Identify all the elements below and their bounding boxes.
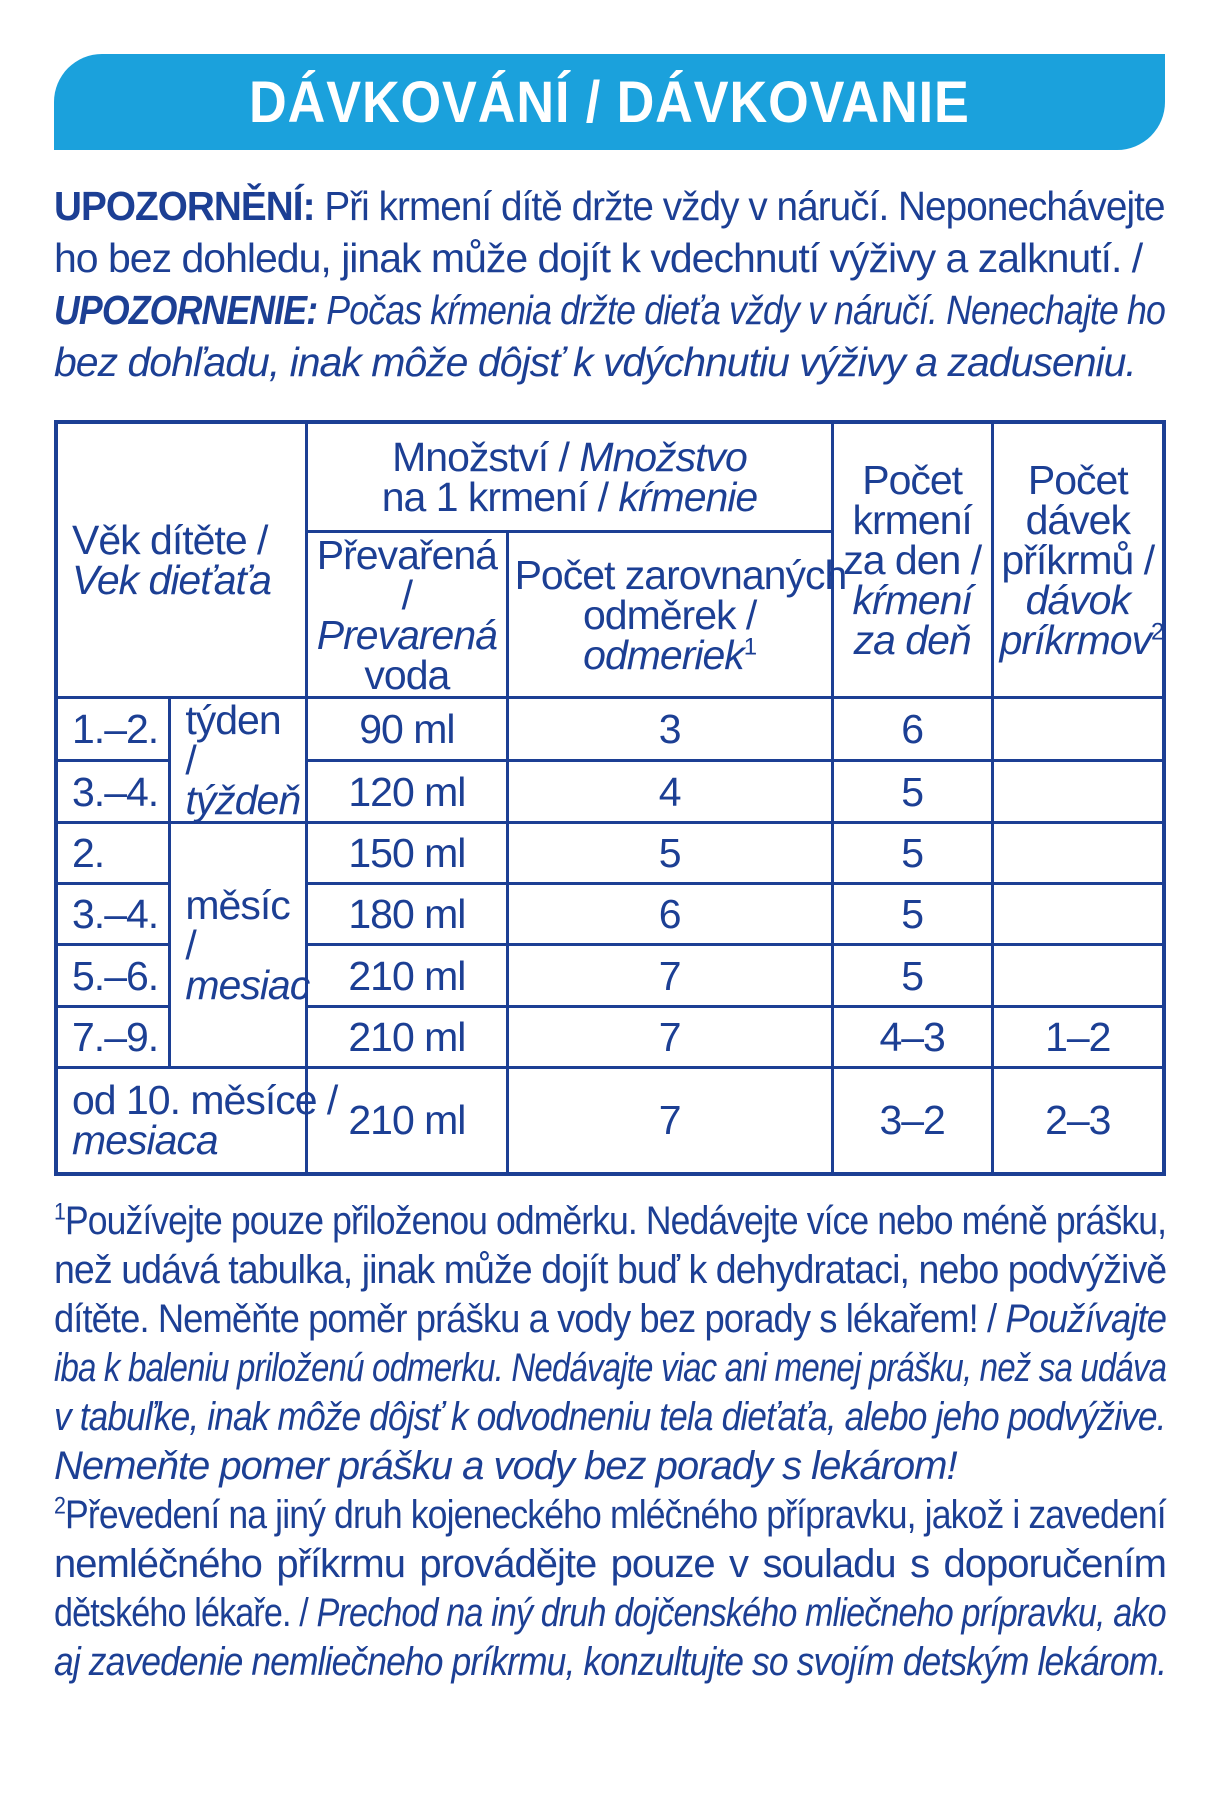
- row-5-age: 5.–6.: [56, 945, 170, 1006]
- header-meals: [992, 422, 1164, 698]
- header-feeds-sk2: za deň: [853, 617, 971, 664]
- unit-week-sk: týždeň: [185, 777, 301, 824]
- footnote-2-marker: 2: [54, 1492, 66, 1520]
- footnote-1-line-3: [54, 1295, 1166, 1344]
- row-1-scoops: 3: [507, 698, 832, 761]
- footnote-1-line-6: Nemeňte pomer prášku a vody bez porady s lekárom!: [54, 1444, 957, 1488]
- row-6-scoops: 7: [507, 1006, 832, 1067]
- dosage-table: [54, 420, 1166, 1176]
- row-5-water: 210 ml: [307, 945, 507, 1006]
- row-2-age: 3.–4.: [56, 761, 170, 823]
- unit-week-cz: týden /: [185, 697, 281, 784]
- header-water-common: voda: [364, 651, 450, 698]
- unit-month-cz: měsíc /: [185, 881, 290, 968]
- header-age: [56, 422, 307, 698]
- header-meals-cz1: Počet: [1027, 457, 1128, 504]
- row-7-scoops: 7: [507, 1067, 832, 1174]
- header-amount: [307, 422, 833, 532]
- row-5-feeds: 5: [832, 945, 992, 1006]
- header-scoops-cz1: Počet zarovnaných: [514, 551, 847, 598]
- header-amount-sk1: Množstvo: [579, 434, 747, 481]
- row-7-age-cz: od 10. měsíce /: [72, 1077, 338, 1124]
- footnote-2-line-3: [54, 1589, 1166, 1638]
- header-scoops-sk: odmeriek: [583, 631, 744, 678]
- header-amount-sk2: kŕmenie: [618, 474, 758, 521]
- header-water: [307, 532, 507, 698]
- warning-line-3: [54, 284, 1165, 336]
- header-feeds-sk1: kŕmení: [852, 577, 972, 624]
- header-age-sk: Vek dieťaťa: [72, 557, 271, 604]
- header-feeds-cz1: Počet: [862, 457, 963, 504]
- row-1-water: 90 ml: [307, 698, 507, 761]
- warning-cz-text-1: Při krmení dítě držte vždy v náručí. Neponechávejte: [314, 183, 1165, 229]
- header-scoops: [507, 532, 847, 698]
- row-4-meals: [992, 884, 1164, 945]
- row-1-meals: [992, 698, 1164, 761]
- row-2-water: 120 ml: [307, 761, 507, 823]
- footnote-1-text-3: dítěte. Neměňte poměr prášku a vody bez porady s lékařem! /: [54, 1297, 1006, 1341]
- footnote-1-marker: 1: [54, 1198, 65, 1226]
- footnote-1-line-1: [54, 1197, 1166, 1246]
- header-meals-footnote-ref: 2: [1151, 618, 1164, 646]
- footnote-2-text-1: Převedení na jiný druh kojeneckého mléčného přípravku, jakož i zavedení: [65, 1493, 1166, 1537]
- row-7-age: [56, 1067, 338, 1174]
- footnotes: [54, 1197, 1166, 1687]
- header-scoops-cz2: odměrek /: [582, 591, 757, 638]
- header-meals-cz2: dávek: [1025, 497, 1130, 544]
- footnote-2-line-2: nemléčného příkrmu provádějte pouze v souladu s doporučením: [54, 1542, 1166, 1586]
- row-3-feeds: 5: [832, 823, 992, 884]
- row-4-age: 3.–4.: [56, 884, 170, 945]
- header-water-cz: Převařená /: [316, 531, 497, 618]
- warning-label-cz: UPOZORNĚNÍ:: [54, 183, 315, 229]
- warning-line-1: [54, 180, 1165, 232]
- header-water-sk: Prevarená: [316, 611, 497, 658]
- row-4-water: 180 ml: [307, 884, 507, 945]
- footnote-1-text-3-sk: Používajte: [1005, 1297, 1167, 1341]
- row-2-scoops: 4: [507, 761, 832, 823]
- title-banner: [54, 54, 1165, 150]
- row-5-meals: [992, 945, 1164, 1006]
- footnote-1-line-2: než udává tabulka, jinak může dojít buď k dehydrataci, nebo podvýživě: [54, 1248, 1167, 1292]
- footnote-1-line-4: iba k baleniu priloženú odmerku. Nedávajte viac ani menej prášku, než sa udáva: [54, 1346, 1167, 1390]
- row-4-feeds: 5: [832, 884, 992, 945]
- row-7-age-sk: mesiaca: [72, 1117, 218, 1164]
- table-row: [56, 823, 1164, 884]
- row-6-meals: 1–2: [992, 1006, 1164, 1067]
- unit-month-sk: mesiac: [185, 961, 310, 1008]
- row-4-scoops: 6: [507, 884, 832, 945]
- footnote-1-text-1: Používejte pouze přiloženou odměrku. Nedávejte více nebo méně prášku,: [64, 1199, 1167, 1243]
- row-7-meals: 2–3: [992, 1067, 1164, 1174]
- table-header-row-1: [56, 422, 1164, 532]
- header-feeds-cz2: krmení: [852, 497, 972, 544]
- banner-title: DÁVKOVÁNÍ / DÁVKOVANIE: [249, 69, 970, 135]
- table-row: [56, 1067, 1164, 1174]
- warning-line-2: ho bez dohledu, jinak může dojít k vdechnutí výživy a zalknutí. /: [54, 235, 1143, 281]
- row-6-water: 210 ml: [307, 1006, 507, 1067]
- row-3-age: 2.: [56, 823, 170, 884]
- header-feeds: [832, 422, 992, 698]
- row-2-feeds: 5: [832, 761, 992, 823]
- header-amount-cz1: Množství /: [392, 434, 580, 481]
- footnote-2-text-3-sk: Prechod na iný druh dojčenského mliečneho prípravku, ako: [316, 1591, 1166, 1635]
- row-3-meals: [992, 823, 1164, 884]
- warning-sk-text-1: Počas kŕmenia držte dieťa vždy v náručí. Nenechajte ho: [317, 287, 1166, 333]
- row-6-age: 7.–9.: [56, 1006, 170, 1067]
- row-7-feeds: 3–2: [832, 1067, 992, 1174]
- header-age-cz: Věk dítěte /: [72, 517, 268, 564]
- header-meals-sk1: dávok: [1025, 577, 1130, 624]
- footnote-2-text-3: dětského lékaře. /: [54, 1591, 317, 1635]
- header-feeds-cz3: za den /: [843, 537, 982, 584]
- row-1-feeds: 6: [832, 698, 992, 761]
- footnote-2-line-1: [54, 1491, 1166, 1540]
- warning-label-sk: UPOZORNENIE:: [54, 287, 318, 333]
- row-3-water: 150 ml: [307, 823, 507, 884]
- warning-line-4: bez dohľadu, inak môže dôjsť k vdýchnutiu výživy a zaduseniu.: [54, 339, 1136, 385]
- unit-month: [170, 823, 310, 1067]
- header-meals-cz3: příkrmů /: [1001, 537, 1155, 584]
- warning-text: [54, 180, 1165, 388]
- footnote-2-line-4: aj zavedenie nemliečneho príkrmu, konzultujte so svojím detským lekárom.: [54, 1640, 1167, 1684]
- row-2-meals: [992, 761, 1164, 823]
- row-6-feeds: 4–3: [832, 1006, 992, 1067]
- table-row: [56, 698, 1164, 761]
- row-5-scoops: 7: [507, 945, 832, 1006]
- row-3-scoops: 5: [507, 823, 832, 884]
- header-meals-sk2: príkrmov: [999, 617, 1152, 664]
- unit-week: [170, 698, 307, 823]
- row-7-water: 210 ml: [307, 1067, 507, 1174]
- header-scoops-footnote-ref: 1: [743, 633, 757, 661]
- footnote-1-line-5: v tabuľke, inak môže dôjsť k odvodneniu tela dieťaťa, alebo jeho podvýžive.: [54, 1395, 1166, 1439]
- header-amount-cz2: na 1 krmení /: [381, 474, 619, 521]
- row-1-age: 1.–2.: [56, 698, 170, 761]
